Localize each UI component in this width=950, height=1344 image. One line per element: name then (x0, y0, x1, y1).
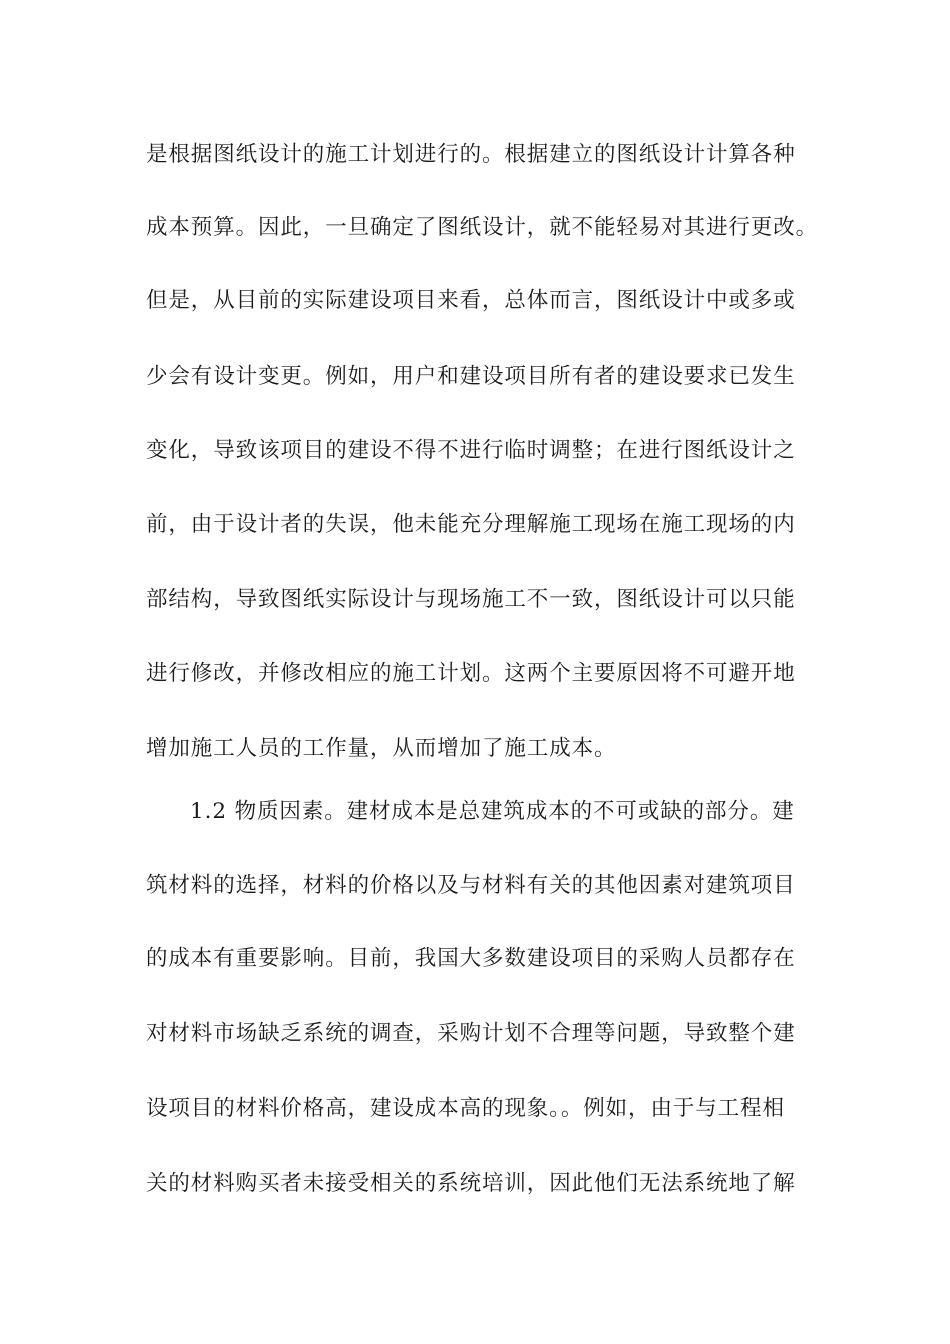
paragraph-line: 的成本有重要影响。目前，我国大多数建设项目的采购人员都存在 (146, 946, 796, 971)
paragraph-line: 是根据图纸设计的施工计划进行的。根据建立的图纸设计计算各种 (146, 142, 796, 167)
paragraph-line: 增加施工人员的工作量，从而增加了施工成本。 (146, 736, 617, 761)
paragraph-line: 但是，从目前的实际建设项目来看，总体而言，图纸设计中或多或 (146, 288, 796, 313)
paragraph-line: 成本预算。因此，一旦确定了图纸设计，就不能轻易对其进行更改。 (146, 215, 819, 240)
paragraph-line: 少会有设计变更。例如，用户和建设项目所有者的建设要求已发生 (146, 364, 796, 389)
paragraph-line: 筑材料的选择，材料的价格以及与材料有关的其他因素对建筑项目 (146, 873, 796, 898)
paragraph-line: 进行修改，并修改相应的施工计划。这两个主要原因将不可避开地 (146, 661, 796, 686)
paragraph-line: 前，由于设计者的失误，他未能充分理解施工现场在施工现场的内 (146, 512, 796, 537)
paragraph-line: 设项目的材料价格高，建设成本高的现象。。例如，由于与工程相 (146, 1096, 785, 1121)
paragraph-line: 对材料市场缺乏系统的调查，采购计划不合理等问题，导致整个建 (146, 1021, 796, 1046)
paragraph-line: 变化，导致该项目的建设不得不进行临时调整；在进行图纸设计之 (146, 438, 796, 463)
paragraph-line: 部结构，导致图纸实际设计与现场施工不一致，图纸设计可以只能 (146, 587, 796, 612)
section-heading-line: 1.2 物质因素。建材成本是总建筑成本的不可或缺的部分。建 (190, 799, 795, 824)
paragraph-line: 关的材料购买者未接受相关的系统培训，因此他们无法系统地了解 (146, 1171, 796, 1196)
